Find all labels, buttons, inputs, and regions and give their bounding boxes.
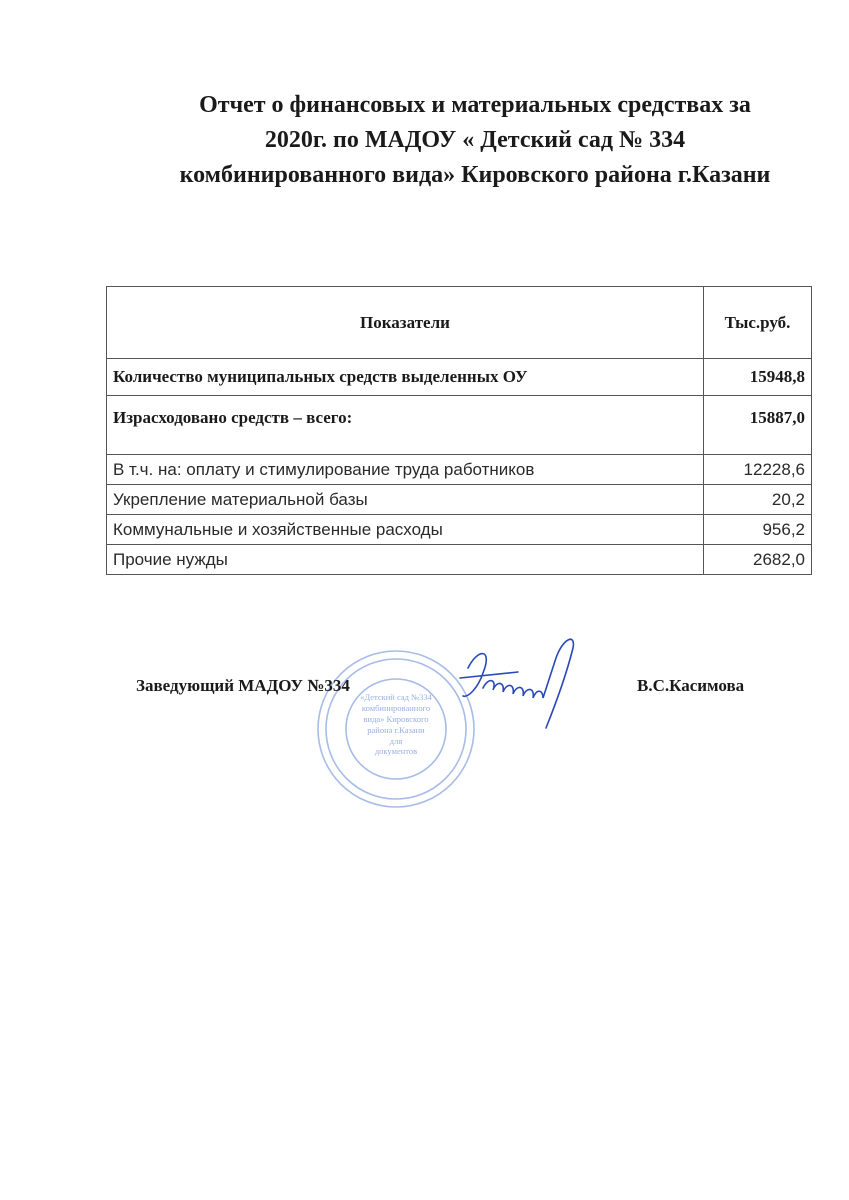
table-row bbox=[107, 396, 812, 455]
table-row bbox=[107, 359, 812, 396]
row-value: 15887,0 bbox=[704, 396, 812, 455]
stamp-line: для bbox=[389, 736, 403, 746]
row-value: 20,2 bbox=[704, 485, 812, 515]
row-label: Коммунальные и хозяйственные расходы bbox=[107, 515, 704, 545]
document-title bbox=[100, 88, 849, 193]
row-value: 956,2 bbox=[704, 515, 812, 545]
handwritten-signature bbox=[438, 628, 588, 738]
row-value: 15948,8 bbox=[704, 359, 812, 396]
row-label: В т.ч. на: оплату и стимулирование труда работников bbox=[107, 455, 704, 485]
row-label: Укрепление материальной базы bbox=[107, 485, 704, 515]
table-row bbox=[107, 545, 812, 575]
row-value: 2682,0 bbox=[704, 545, 812, 575]
signatory-name: В.С.Касимова bbox=[637, 676, 745, 695]
table-row bbox=[107, 515, 812, 545]
table-header-row bbox=[107, 287, 812, 359]
table-row bbox=[107, 485, 812, 515]
title-line-3: комбинированного вида» Кировского района г.Казани bbox=[179, 162, 771, 188]
row-label: Прочие нужды bbox=[107, 545, 704, 575]
row-label: Количество муниципальных средств выделенных ОУ bbox=[107, 359, 704, 396]
stamp-line: «Детский сад №334 bbox=[360, 692, 432, 702]
signatory-position: Заведующий МАДОУ №334 bbox=[136, 676, 350, 695]
stamp-line: комбинированного bbox=[361, 703, 431, 713]
header-indicators: Показатели bbox=[107, 287, 704, 359]
title-line-2: 2020г. по МАДОУ « Детский сад № 334 bbox=[264, 127, 686, 153]
stamp-line: района г.Казани bbox=[367, 725, 425, 735]
table-row bbox=[107, 455, 812, 485]
row-value: 12228,6 bbox=[704, 455, 812, 485]
stamp-line: документов bbox=[374, 746, 418, 756]
row-label: Израсходовано средств – всего: bbox=[107, 396, 704, 455]
title-line-1: Отчет о финансовых и материальных средствах за bbox=[199, 92, 751, 118]
stamp-line: вида» Кировского bbox=[363, 714, 429, 724]
header-amount: Тыс.руб. bbox=[704, 287, 812, 359]
report-table bbox=[106, 286, 812, 575]
